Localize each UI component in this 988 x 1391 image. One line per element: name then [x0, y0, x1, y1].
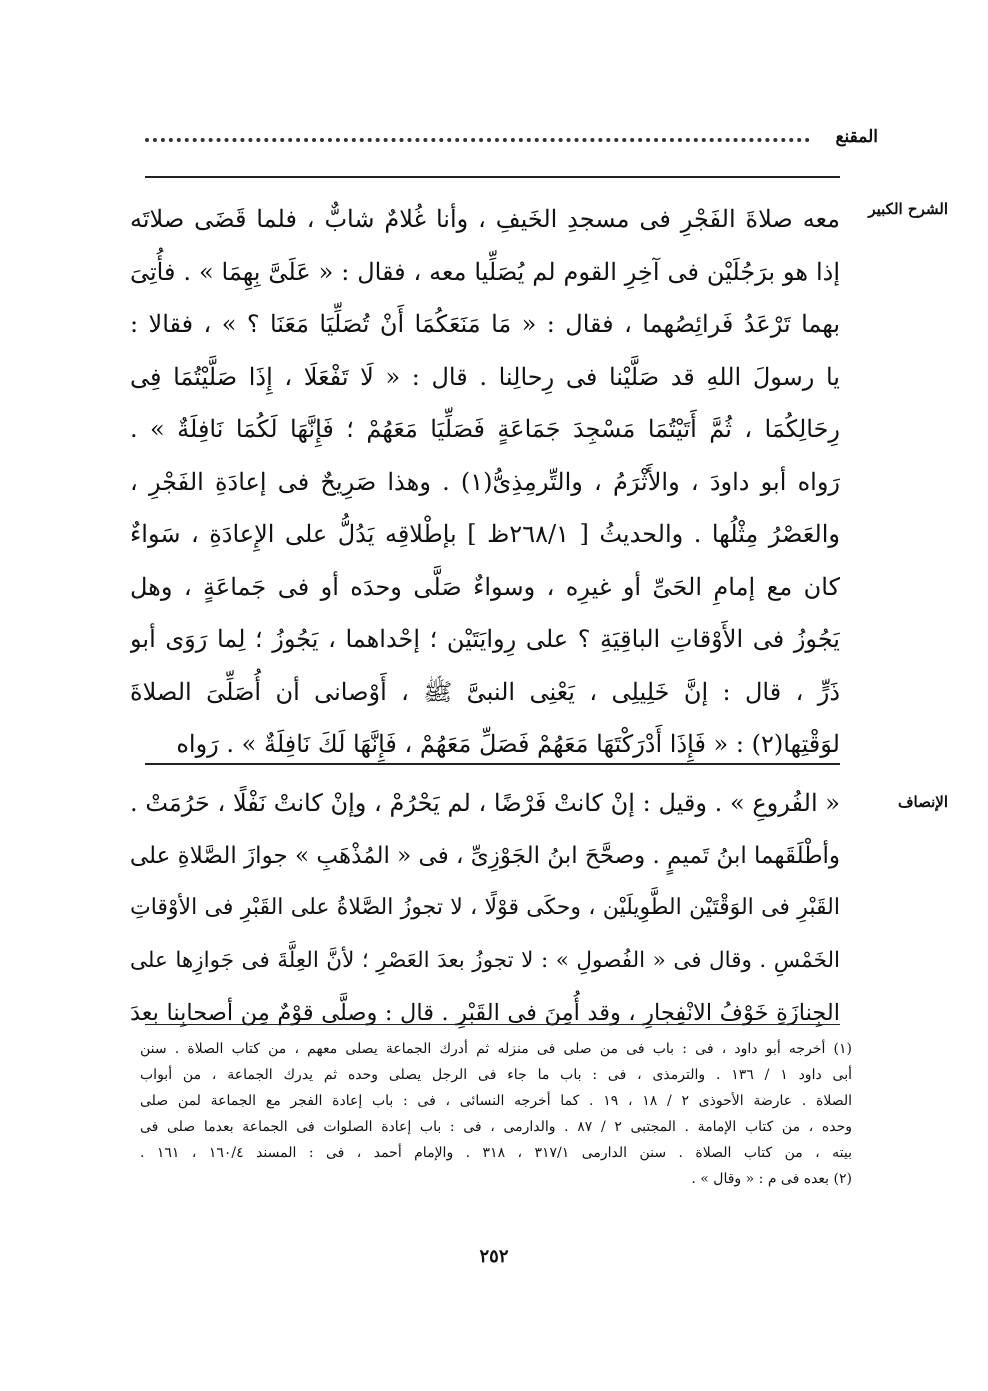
insaf-line: الخَمْسِ . وقال فى « الفُصولِ » : لا تجوزُ بعدَ العَصْرِ ؛ لأنَّ العِلَّةَ فى جَوازِها على: [130, 947, 840, 973]
insaf-line: وأطْلَقَهما ابنُ تَميمٍ . وصحَّحَ ابنُ الجَوْزِىِّ ، فى « المُذْهَبِ » جوازَ الصَّلاةِ على: [130, 842, 840, 869]
sharh-line: بهما تَرْعَدُ فَرائِصُهما ، فقال : « مَا مَنَعَكُمَا أَنْ تُصَلِّيَا مَعَنَا ؟ » ، فقالا :: [130, 310, 840, 338]
footnote-line: أبى داود ١ / ١٣٦ . والترمذى ، فى : باب ما جاء فى الرجل يصلى وحده ثم يدرك الجماعة ، من أبواب: [140, 1067, 852, 1083]
sharh-line: لوَقْتِها(٢) : « فَإِذَا أَدْرَكْتَهَا مَعَهُمْ فَصَلِّ مَعَهُمْ ، فَإِنَّهَا لَكَ نَافِلَةٌ » . رَواه: [176, 730, 840, 758]
footnote-line: الصلاة . عارضة الأحوذى ٢ / ١٨ ، ١٩ . كما أخرجه النسائى ، فى : باب إعادة الفجر مع الجماعة لمن صلى: [140, 1093, 852, 1109]
footnote-divider: [145, 1024, 840, 1025]
insaf-line: « الفُروعِ » . وقيل : إنْ كانتْ فَرْضًا ، لم يَحْرُمْ ، وإنْ كانتْ نَفْلًا ، حَرُمَتْ .: [130, 789, 840, 817]
section-label-insaf: الإنصاف: [897, 793, 948, 811]
footnote-line: (١) أخرجه أبو داود ، فى : باب فى من صلى فى منزله ثم أدرك الجماعة يصلى معهم ، من كتاب الصلاة . سنن: [140, 1041, 852, 1057]
sharh-text: [130, 193, 840, 771]
section-divider: [145, 763, 840, 765]
footnote-line: وحده ، من كتاب الإمامة . المجتبى ٢ / ٨٧ . والدارمى ، فى : باب إعادة الصلوات فى الجماعة بعدما صلى فى: [140, 1119, 852, 1135]
section-label-sharh: الشرح الكبير: [868, 200, 948, 218]
sharh-line: رِحَالِكُمَا ، ثُمَّ أَتَيْتُمَا مَسْجِدَ جَمَاعَةٍ فَصَلِّيَا مَعَهُمْ ؛ فَإِنَّهَا لَكُمَا نَافِلَةٌ » .: [130, 415, 840, 443]
insaf-line: الجِنازَةِ خَوْفُ الانْفِجارِ ، وقد أُمِنَ فى القَبْرِ . قال : وصلَّى قوْمٌ مِن أصحابِنا بعدَ: [130, 1000, 840, 1026]
footnote-line: (٢) بعده فى م : « وقال » .: [691, 1171, 852, 1187]
footnotes: [140, 1036, 852, 1192]
footnote-line: بيته ، من كتاب الصلاة . سنن الدارمى ٣١٧/١ ، ٣١٨ . والإمام أحمد ، فى : المسند ١٦٠/٤ ، ١٦١ .: [140, 1145, 852, 1161]
sharh-line: كان مع إمامِ الحَىِّ أو غيرِه ، وسواءٌ صَلَّى وحدَه أو فى جَماعَةٍ ، وهل: [130, 572, 840, 601]
header-rule: [145, 176, 840, 178]
sharh-line: رَواه أبو داودَ ، والأَثْرَمُ ، والتِّرمِذِىُّ(١) . وهذا صَرِيحٌ فى إعادَةِ الفَجْرِ ،: [130, 467, 840, 496]
page-number: ٢٥٢: [479, 1246, 509, 1267]
sharh-line: يا رسولَ اللهِ قد صَلَّيْنا فى رِحالِنا . قال : « لَا تَفْعَلَا ، إِذَا صَلَّيْتُمَا فِى: [130, 362, 840, 391]
running-head-title: المقنع: [835, 127, 878, 147]
sharh-line: والعَصْرُ مِثْلُها . والحديثُ [ ٢٦٨/١ظ ] بإطْلاقِه يَدُلُّ على الإِعادَةِ ، سَواءٌ: [130, 520, 840, 548]
sharh-line: إذا هو برَجُلَيْن فى آخِرِ القوم لم يُصَلِّيا معه ، فقال : « عَلَىَّ بِهِمَا » . فأُتِىَ: [130, 257, 840, 286]
sharh-line: معه صلاةَ الفَجْرِ فى مسجدِ الخَيفِ ، وأنا غُلامٌ شابٌّ ، فلما قَضَى صلاتَه: [130, 205, 840, 233]
header-dotted-leader: [145, 138, 810, 142]
insaf-line: القَبْرِ فى الوَقْتَيْن الطَّوِيلَيْن ، وحكَى قوْلًا ، لا تجوزُ الصَّلاةُ على القَبْرِ فى الأوْقاتِ: [130, 895, 840, 920]
sharh-line: يَجُوزُ فى الأَوْقاتِ الباقِيَةِ ؟ على رِوايَتَيْن ؛ إحْداهما ، يَجُوزُ ؛ لِما رَوَى أبو: [130, 625, 840, 653]
insaf-text: [130, 777, 840, 1040]
sharh-line: ذَرٍّ ، قال : إنَّ خَلِيلِى ، يَعْنِى النبىَّ ﷺ ، أَوْصانى أن أُصَلِّىَ الصلاةَ: [130, 677, 840, 706]
